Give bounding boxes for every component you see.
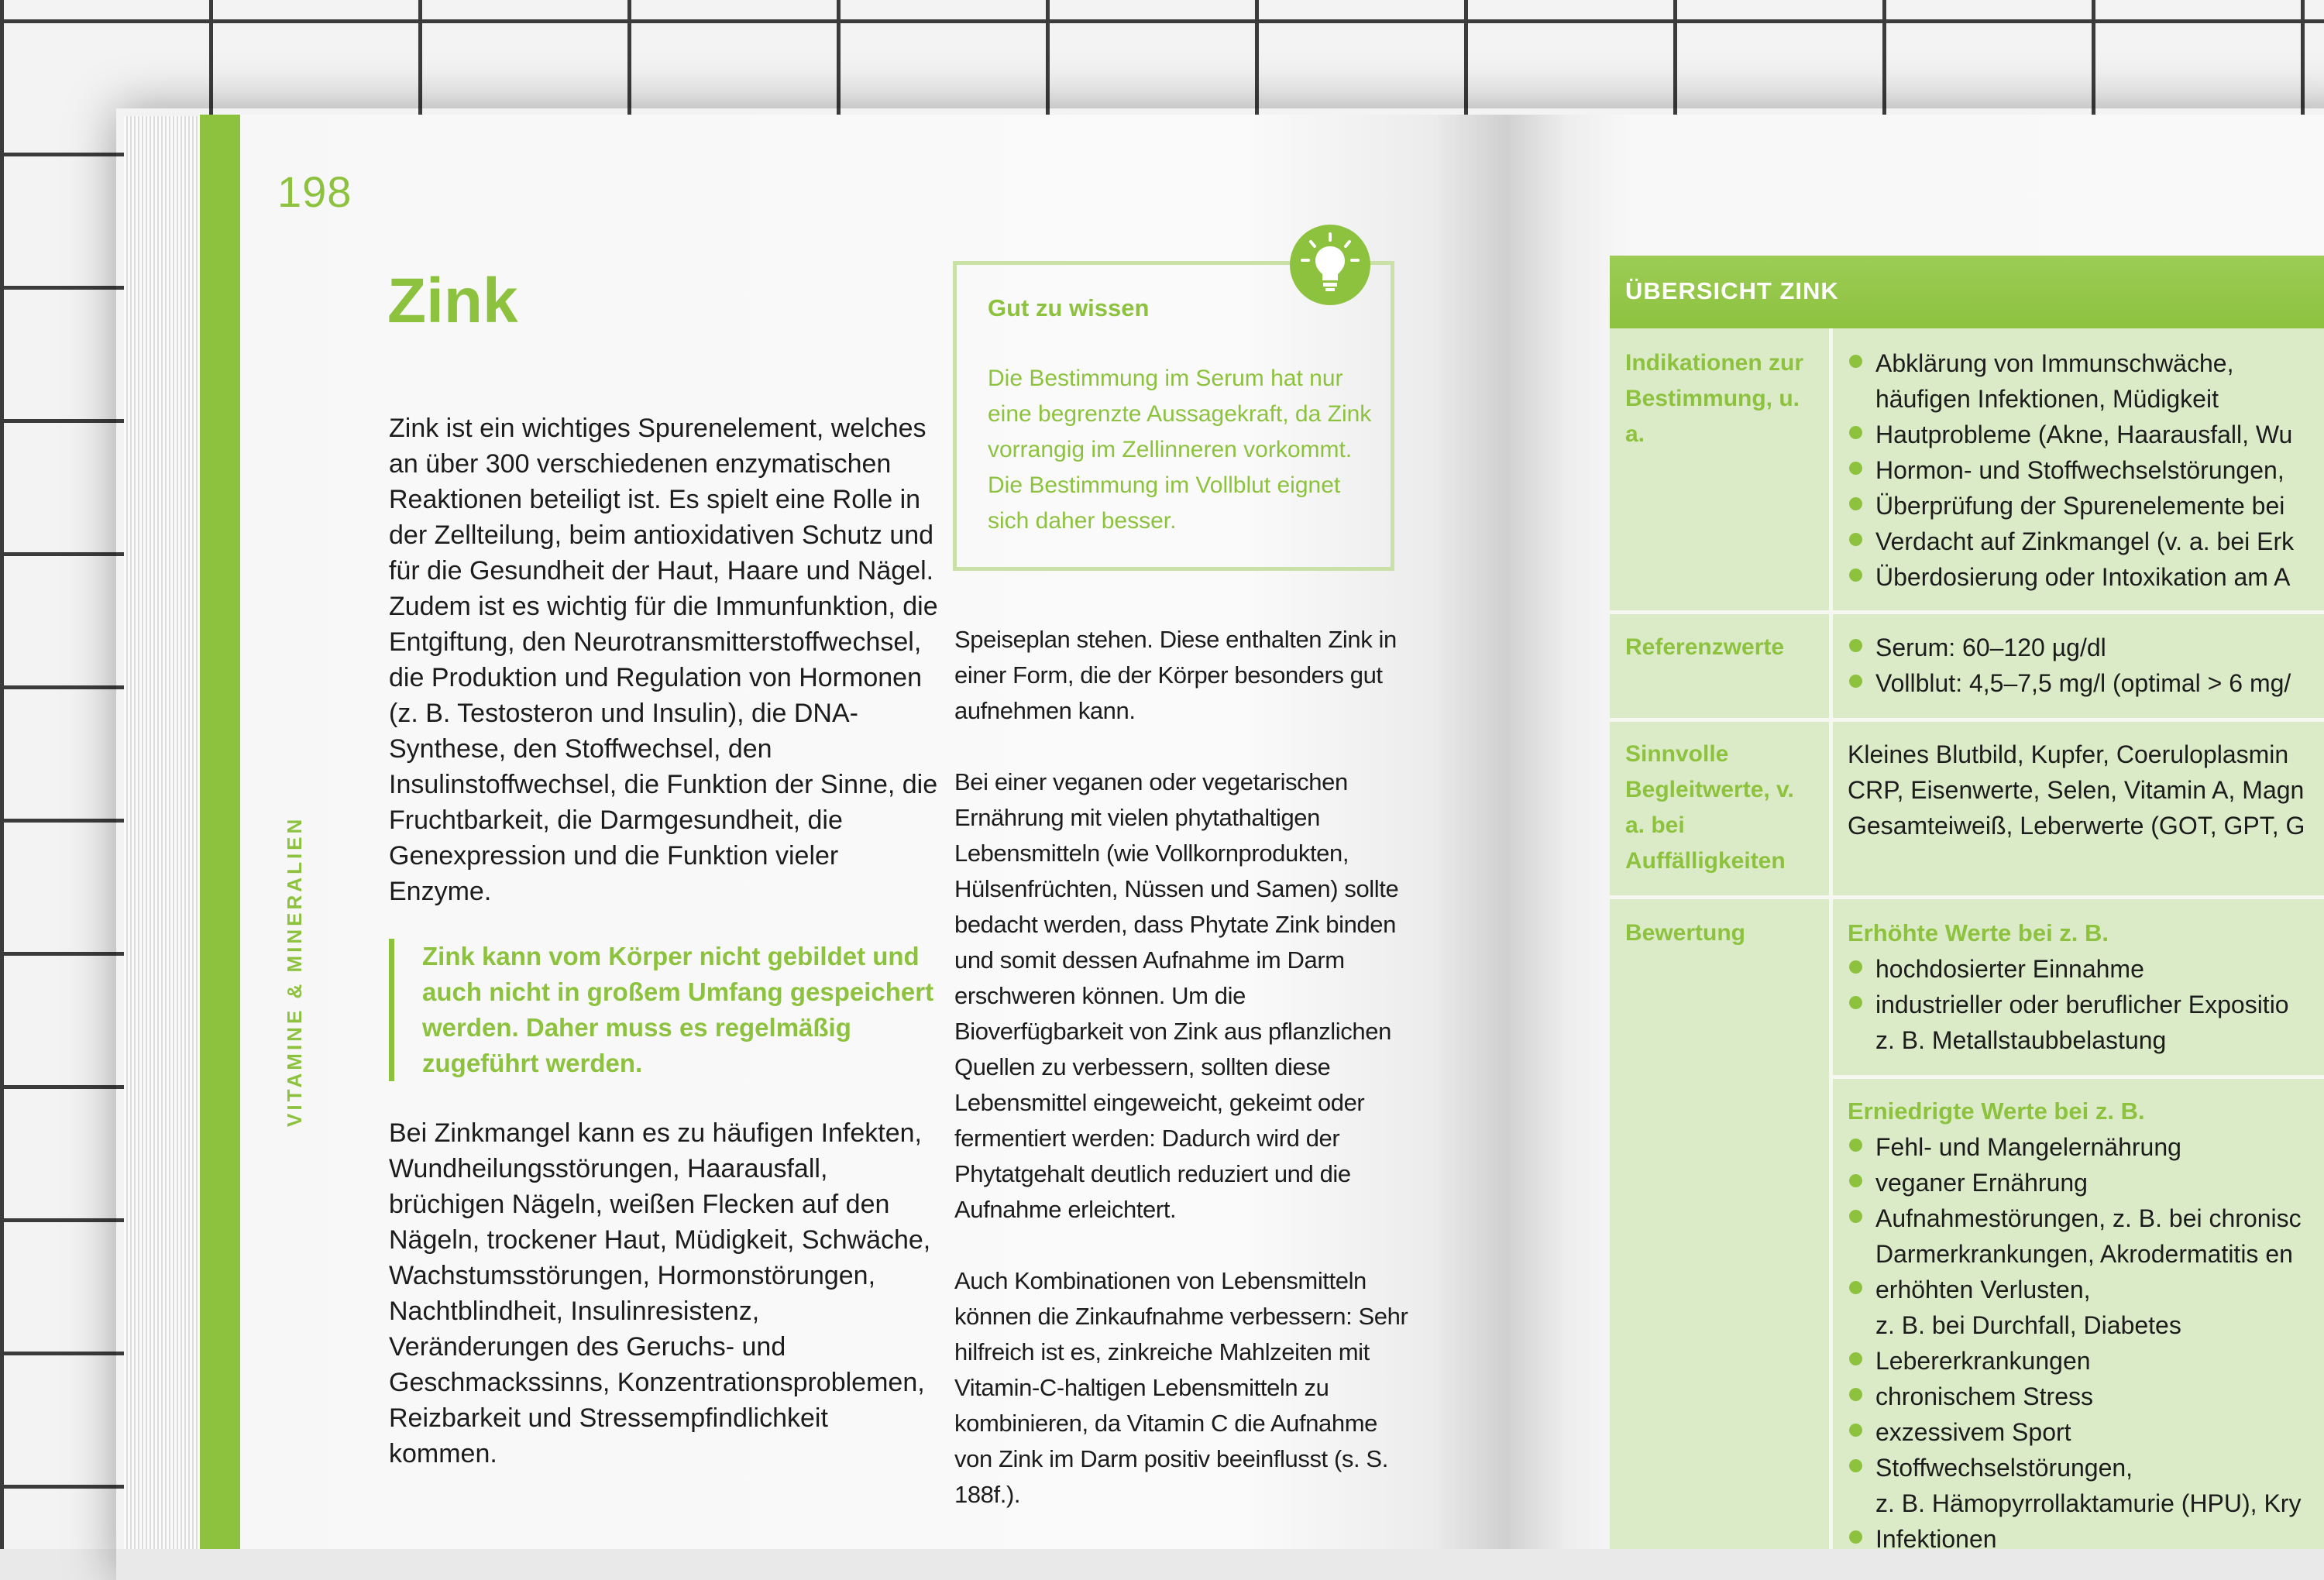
bullet-icon xyxy=(1849,533,1862,546)
row-label-indikationen: Indikationen zur Bestimmung, u. a. xyxy=(1625,350,1804,447)
bullet-icon xyxy=(1849,1424,1862,1437)
row-label-referenzwerte: Referenzwerte xyxy=(1625,634,1785,660)
table-row-divider xyxy=(1610,895,2324,899)
column2-paragraph-1: Speiseplan stehen. Diese enthalten Zink in einer Form, die der Körper besonders gut aufnehmen kann. xyxy=(954,626,1397,724)
column2-paragraph-3: Auch Kombinationen von Lebensmitteln können die Zinkaufnahme verbessern: Sehr hilfreich ist es, zinkreiche Mahlzeiten mit Vitamin-C-haltigen Lebensmitteln zu kombinieren, da Vitamin C die Aufnahme von Zink im Darm positiv beeinflusst (s. S. 188f.). xyxy=(954,1267,1408,1508)
page-number: 198 xyxy=(277,167,352,216)
list-item: veganer Ernährung xyxy=(1848,1165,2302,1200)
table-row-divider xyxy=(1610,718,2324,722)
page-edges xyxy=(124,116,201,1549)
bullet-icon xyxy=(1849,355,1862,368)
list-item: hochdosierter Einnahme xyxy=(1848,951,2289,987)
highlight-quote: Zink kann vom Körper nicht gebildet und auch nicht in großem Umfang gespeichert werden. Daher muss es regelmäßig zugeführt werden. xyxy=(389,939,939,1081)
tip-heading: Gut zu wissen xyxy=(988,294,1150,321)
text-column-2 xyxy=(954,622,1419,1548)
lightbulb-icon xyxy=(1290,225,1370,305)
list-item: erhöhten Verlusten, xyxy=(1848,1272,2302,1307)
list-item: Hormon- und Stoffwechselstörungen, xyxy=(1848,452,2294,488)
list-item-continuation: häufigen Infektionen, Müdigkeit xyxy=(1875,385,2219,413)
list-item: Vollblut: 4,5–7,5 mg/l (optimal > 6 mg/ xyxy=(1848,665,2291,701)
deficiency-paragraph: Bei Zinkmangel kann es zu häufigen Infekten, Wundheilungsstörungen, Haarausfall, brüchigen Nägeln, weißen Flecken auf den Nägeln, trockener Haut, Müdigkeit, Schwäche, Wachstumsstörungen, Hormonstörungen, Nachtblindheit, Insulinresistenz, Veränderungen des Geruchs- und Geschmackssinns, Konzentrationsproblemen, Reizbarkeit und Stressempfindlichkeit kommen. xyxy=(389,1118,931,1468)
bullet-icon xyxy=(1849,1174,1862,1187)
table-row-divider xyxy=(1610,610,2324,614)
bullet-icon xyxy=(1849,996,1862,1009)
list-item: Hautprobleme (Akne, Haarausfall, Wu xyxy=(1848,417,2294,452)
bullet-icon xyxy=(1849,462,1862,475)
bullet-icon xyxy=(1849,1281,1862,1294)
list-item: Aufnahmestörungen, z. B. bei chronisc xyxy=(1848,1200,2302,1236)
list-item-continuation: z. B. Hämopyrrollaktamurie (HPU), Kry xyxy=(1875,1489,2302,1517)
table-title: ÜBERSICHT ZINK xyxy=(1625,277,1839,304)
bullet-icon xyxy=(1849,1210,1862,1223)
text-column-1 xyxy=(389,410,939,1501)
list-item: industrieller oder beruflicher Expositio xyxy=(1848,987,2289,1022)
list-item: Überdosierung oder Intoxikation am A xyxy=(1848,559,2294,595)
intro-paragraph: Zink ist ein wichtiges Spurenelement, welches an über 300 verschiedenen enzymatischen Reaktionen beteiligt ist. Es spielt eine Rolle in der Zellteilung, beim antioxidativen Schutz und für die Gesundheit der Haut, Haare und Nägel. Zudem ist es wichtig für die Immunfunktion, die Entgiftung, den Neurotransmitterstoffwechsel, die Produktion und Regulation von Hormonen (z. B. Testosteron und Insulin), die DNA-Synthese, den Stoffwechsel, den Insulinstoffwechsel, die Funktion der Sinne, die Fruchtbarkeit, die Darmgesundheit, die Genexpression und die Funktion vieler Enzyme. xyxy=(389,414,938,906)
list-item: Verdacht auf Zinkmangel (v. a. bei Erk xyxy=(1848,524,2294,559)
list-item-continuation: z. B. bei Durchfall, Diabetes xyxy=(1875,1311,2181,1339)
bullet-icon xyxy=(1849,1352,1862,1365)
row-label-bewertung: Bewertung xyxy=(1625,920,1746,946)
begleitwerte-text: Kleines Blutbild, Kupfer, Coeruloplasmin CRP, Eisenwerte, Selen, Vitamin A, Magn Gesamteiweiß, Leberwerte (GOT, GPT, G xyxy=(1848,740,2305,840)
list-item: Lebererkrankungen xyxy=(1848,1343,2302,1379)
bullet-icon xyxy=(1849,1530,1862,1544)
table-column-divider xyxy=(1829,328,1833,1549)
list-item: Abklärung von Immunschwäche, xyxy=(1848,345,2294,381)
column2-paragraph-2: Bei einer veganen oder vegetarischen Ernährung mit vielen phytathaltigen Lebensmitteln (wie Vollkornprodukten, Hülsenfrüchten, Nüssen und Samen) sollte bedacht werden, dass Phytate Zink binden und somit dessen Aufnahme im Darm erschweren können. Um die Bioverfügbarkeit von Zink aus pflanzlichen Quellen zu verbessern, sollten diese Lebensmittel eingeweicht, gekeimt oder fermentiert werden: Dadurch wird der Phytatgehalt deutlich reduziert und die Aufnahme erleichtert. xyxy=(954,768,1399,1223)
referenzwerte-list xyxy=(1848,630,2291,701)
page-title: Zink xyxy=(387,266,518,336)
bullet-icon xyxy=(1849,497,1862,510)
bullet-icon xyxy=(1849,426,1862,439)
bullet-icon xyxy=(1849,1388,1862,1401)
bullet-icon xyxy=(1849,568,1862,582)
subheading-erhoehte-werte: Erhöhte Werte bei z. B. xyxy=(1848,919,2109,946)
list-item-continuation: z. B. Metallstaubbelastung xyxy=(1875,1026,2167,1054)
indikationen-list xyxy=(1848,345,2294,595)
section-side-label: VITAMINE & MINERALIEN xyxy=(283,816,306,1127)
erhoehte-werte-list xyxy=(1848,951,2289,1058)
erniedrigte-werte-list xyxy=(1848,1129,2302,1557)
list-item: Fehl- und Mangelernährung xyxy=(1848,1129,2302,1165)
list-item: Serum: 60–120 µg/dl xyxy=(1848,630,2291,665)
list-item: exzessivem Sport xyxy=(1848,1414,2302,1450)
list-item: chronischem Stress xyxy=(1848,1379,2302,1414)
bullet-icon xyxy=(1849,1459,1862,1472)
bullet-icon xyxy=(1849,639,1862,652)
list-item: Überprüfung der Spurenelemente bei xyxy=(1848,488,2294,524)
tip-text: Die Bestimmung im Serum hat nur eine begrenzte Aussagekraft, da Zink vorrangig im Zellinneren vorkommt. Die Bestimmung im Vollblut eignet sich daher besser. xyxy=(988,366,1372,534)
list-item: Stoffwechselstörungen, xyxy=(1848,1450,2302,1486)
list-item-continuation: Darmerkrankungen, Akrodermatitis en xyxy=(1875,1240,2293,1268)
page-accent-bar xyxy=(200,115,240,1549)
table-subrow-divider xyxy=(1833,1075,2324,1079)
subheading-erniedrigte-werte: Erniedrigte Werte bei z. B. xyxy=(1848,1097,2145,1125)
bullet-icon xyxy=(1849,960,1862,974)
row-label-begleitwerte: Sinnvolle Begleitwerte, v. a. bei Auffälligkeiten xyxy=(1625,741,1794,874)
list-item: Infektionen xyxy=(1848,1521,2302,1557)
bullet-icon xyxy=(1849,1139,1862,1152)
bullet-icon xyxy=(1849,675,1862,688)
